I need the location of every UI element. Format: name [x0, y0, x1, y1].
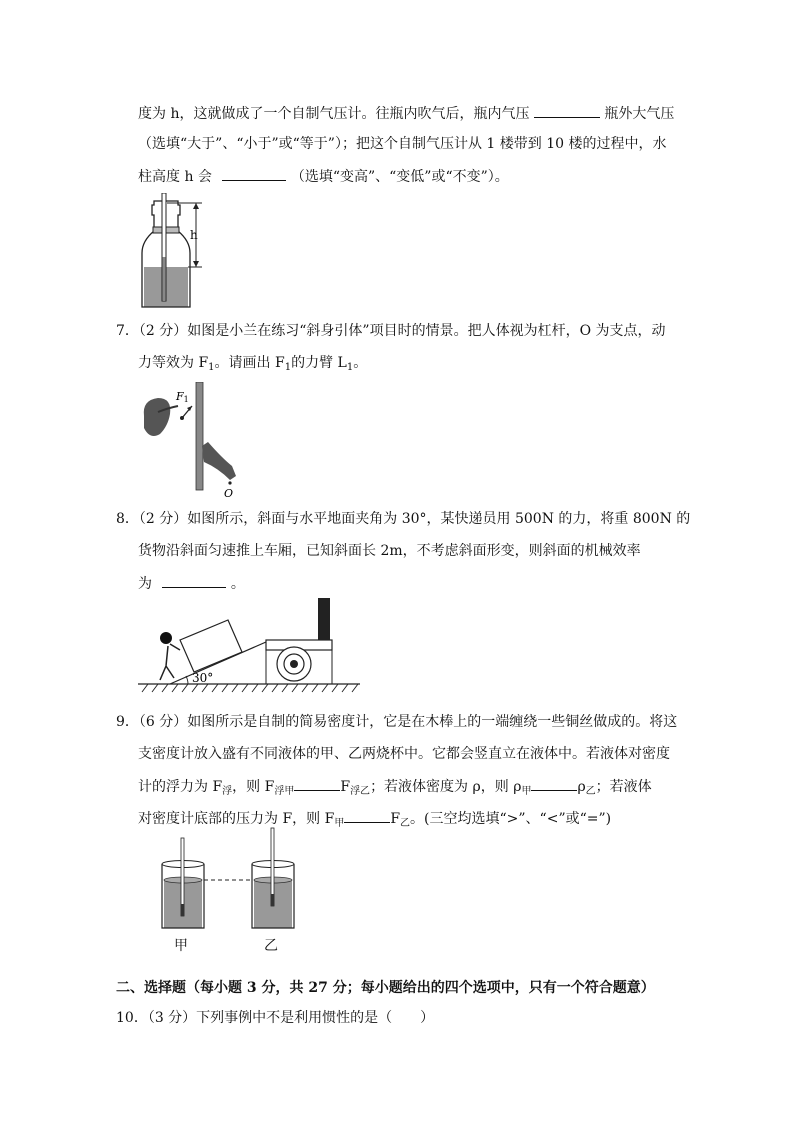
- q8-line-2: 货物沿斜面匀速推上车厢，已知斜面长 2m，不考虑斜面形变，则斜面的机械效率: [138, 543, 641, 559]
- q8-line-1: 8．（2 分）如图所示，斜面与水平地面夹角为 30°，某快递员用 500N 的力，将重 800N 的: [116, 511, 691, 527]
- q7-line-2: 力等效为 $F_1$。请画出 $F_1$的力臂 $L_1$。: [138, 355, 368, 373]
- answer-blank-6[interactable]: [344, 808, 390, 823]
- angle-label: 30°: [192, 671, 214, 685]
- incline-truck-figure: [136, 596, 366, 696]
- q6-line-3: 柱高度 h 会 （选填“变高”、“变低”或“不变”）。: [138, 166, 509, 186]
- h-label: h: [190, 228, 198, 242]
- answer-blank-3[interactable]: [162, 573, 226, 588]
- q9-line-2: 支密度计放入盛有不同液体的甲、乙两烧杯中。它都会竖直立在液体中。若液体对密度: [138, 746, 670, 762]
- section-heading-multiple-choice: 二、选择题（每小题 3 分，共 27 分；每小题给出的四个选项中，只有一个符合题意）: [116, 980, 655, 996]
- density-meter-beakers-figure: [156, 826, 306, 934]
- q9-line-4: 对密度计底部的压力为 F，则 $F_甲$ $F_乙$。(三空均选填“>”、“<”或“=”): [138, 808, 611, 833]
- q6-line-2: （选填“大于”、“小于”或“等于”）；把这个自制气压计从 1 楼带到 10 楼的过程中，水: [138, 136, 667, 152]
- barometer-bottle-figure: [138, 193, 218, 309]
- answer-blank-1[interactable]: [534, 103, 600, 118]
- answer-blank-4[interactable]: [294, 776, 340, 791]
- q10-line-1: 10．（3 分）下列事例中不是利用惯性的是（ ）: [116, 1010, 435, 1026]
- q9-line-1: 9．（6 分）如图所示是自制的简易密度计，它是在木棒上的一端缠绕一些铜丝做成的。将这: [116, 714, 678, 730]
- answer-blank-2[interactable]: [222, 166, 286, 181]
- answer-blank-5[interactable]: [531, 776, 577, 791]
- q6-line-1: 度为 h，这就做成了一个自制气压计。往瓶内吹气后，瓶内气压 瓶外大气压: [138, 103, 674, 123]
- q8-line-3: 为 。: [138, 573, 245, 593]
- f1-label: F1: [176, 390, 189, 404]
- beaker-label-yi: 乙: [264, 938, 278, 954]
- beaker-label-jia: 甲: [174, 938, 188, 954]
- q9-line-3: 计的浮力为 $F_浮$，则 $F_{浮甲}$ $F_{浮乙}$；若液体密度为 ρ，则 $\rho_甲$ $\rho_乙$；若液体: [138, 776, 652, 801]
- pivot-o-label: O: [224, 487, 234, 500]
- incline-pullup-figure: [138, 382, 248, 500]
- q7-line-1: 7．（2 分）如图是小兰在练习“斜身引体”项目时的情景。把人体视为杠杆，O 为支点，动: [116, 323, 666, 339]
